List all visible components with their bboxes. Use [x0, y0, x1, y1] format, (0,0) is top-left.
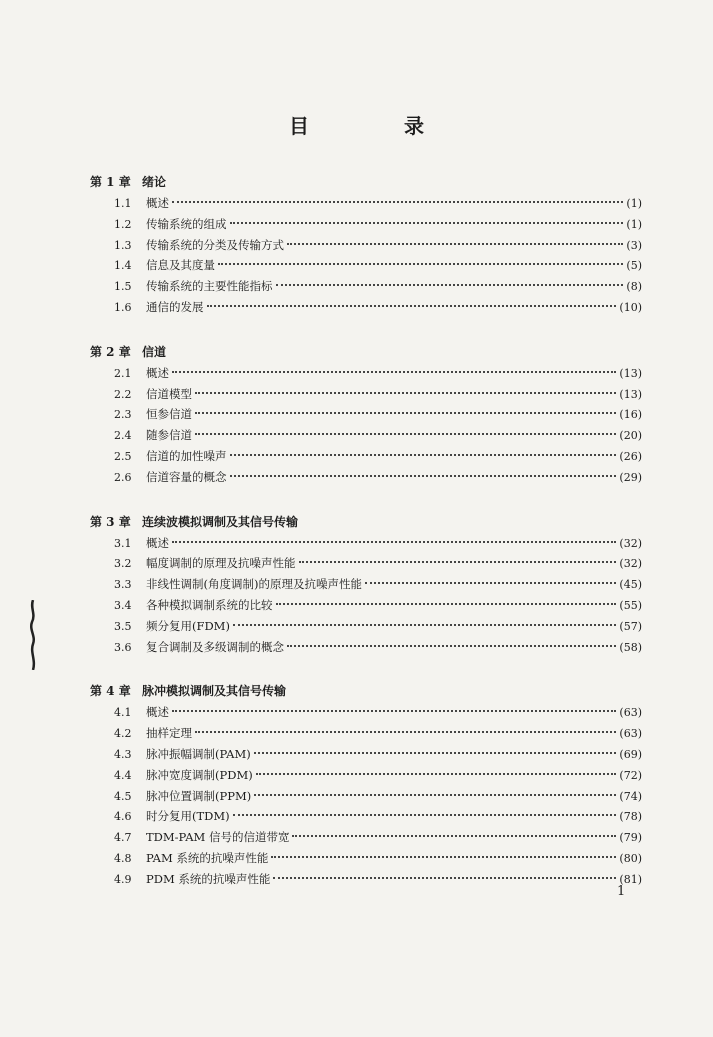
section-page-number: (29) [619, 470, 642, 484]
section-title: 抽样定理 [146, 726, 192, 741]
chapter-section [90, 172, 642, 318]
section-page-number: (63) [619, 727, 642, 741]
section-title: 通信的发展 [146, 299, 204, 314]
section-title: 传输系统的组成 [146, 216, 227, 231]
section-number: 4.4 [114, 768, 132, 782]
dot-leader [218, 263, 623, 265]
section-title: 各种模拟调制系统的比较 [146, 597, 273, 612]
toc-entry[interactable] [90, 595, 642, 616]
section-page-number: (45) [619, 578, 642, 592]
section-title: 脉冲宽度调制(PDM) [146, 767, 253, 782]
section-page-number: (58) [619, 640, 642, 654]
chapter-title: 绪论 [142, 175, 167, 189]
section-page-number: (69) [619, 747, 642, 761]
toc-entry[interactable] [90, 744, 642, 765]
chapter-number: 第 3 章 [90, 514, 131, 529]
toc-entry[interactable] [90, 193, 642, 214]
toc-entry[interactable] [90, 446, 642, 467]
section-title: 概述 [146, 535, 169, 550]
toc-entry[interactable] [90, 637, 642, 658]
dot-leader [271, 856, 616, 858]
section-page-number: (74) [619, 789, 642, 803]
chapter-heading[interactable] [90, 681, 642, 701]
toc-entry[interactable] [90, 765, 642, 786]
section-page-number: (20) [619, 429, 642, 443]
section-page-number: (55) [619, 598, 642, 612]
dot-leader [195, 412, 616, 414]
dot-leader [299, 561, 617, 563]
chapter-heading[interactable] [90, 342, 642, 362]
section-number: 4.8 [114, 851, 132, 865]
dot-leader [287, 243, 623, 245]
toc-entry[interactable] [90, 235, 642, 256]
chapter-title: 连续波模拟调制及其信号传输 [142, 514, 299, 529]
toc-entry[interactable] [90, 214, 642, 235]
section-number: 3.2 [114, 557, 132, 571]
section-page-number: (3) [626, 238, 642, 252]
dot-leader [254, 794, 616, 796]
dot-leader [287, 645, 616, 647]
section-title: 脉冲振幅调制(PAM) [146, 746, 251, 761]
toc-entry[interactable] [90, 827, 642, 848]
dot-leader [276, 284, 624, 286]
section-number: 3.1 [114, 536, 132, 550]
dot-leader [230, 222, 624, 224]
section-number: 1.2 [114, 217, 132, 231]
toc-entry[interactable] [90, 848, 642, 869]
section-number: 1.6 [114, 300, 132, 314]
chapter-section [90, 512, 642, 658]
chapter-section [90, 342, 642, 488]
section-page-number: (63) [619, 706, 642, 720]
toc-entry[interactable] [90, 255, 642, 276]
chapter-number: 第 1 章 [90, 175, 131, 189]
toc-entry[interactable] [90, 723, 642, 744]
section-number: 4.6 [114, 810, 132, 824]
section-title: 复合调制及多级调制的概念 [146, 639, 284, 654]
dot-leader [276, 603, 617, 605]
chapter-title: 信道 [142, 344, 167, 359]
section-title: 信道容量的概念 [146, 469, 227, 484]
dot-leader [292, 835, 616, 837]
section-title: 幅度调制的原理及抗噪声性能 [146, 556, 296, 571]
section-title: 频分复用(FDM) [146, 618, 230, 633]
chapter-title: 脉冲模拟调制及其信号传输 [142, 684, 287, 699]
section-number: 2.5 [114, 449, 132, 463]
section-number: 1.3 [114, 238, 132, 252]
toc-entry[interactable] [90, 786, 642, 807]
toc-entry[interactable] [90, 702, 642, 723]
section-page-number: (16) [619, 408, 642, 422]
dot-leader [233, 814, 617, 816]
toc-entry[interactable] [90, 553, 642, 574]
section-page-number: (1) [626, 197, 642, 210]
section-number: 3.5 [114, 619, 132, 633]
toc-entry[interactable] [90, 404, 642, 425]
toc-entry[interactable] [90, 533, 642, 554]
chapter-section [90, 681, 642, 889]
dot-leader [172, 371, 616, 373]
toc-entry[interactable] [90, 425, 642, 446]
section-number: 2.4 [114, 429, 132, 443]
dot-leader [230, 475, 617, 477]
section-page-number: (72) [619, 768, 642, 782]
dot-leader [195, 392, 616, 394]
toc-entry[interactable] [90, 384, 642, 405]
section-page-number: (13) [619, 366, 642, 380]
section-page-number: (13) [619, 387, 642, 401]
dot-leader [230, 454, 617, 456]
section-number: 2.1 [114, 366, 132, 380]
section-number: 4.2 [114, 727, 132, 741]
section-page-number: (1) [626, 217, 642, 231]
dot-leader [172, 201, 623, 203]
section-number: 3.3 [114, 578, 132, 592]
table-of-contents [90, 172, 642, 914]
section-number: 1.4 [114, 259, 132, 273]
section-title: PDM 系统的抗噪声性能 [146, 871, 271, 886]
page-title: 目 录 [289, 114, 468, 138]
section-page-number: (32) [619, 557, 642, 571]
dot-leader [195, 731, 616, 733]
toc-entry[interactable] [90, 574, 642, 595]
section-title: 时分复用(TDM) [146, 809, 230, 824]
section-title: 概述 [146, 196, 169, 210]
section-number: 2.2 [114, 387, 132, 401]
toc-entry[interactable] [90, 467, 642, 488]
section-page-number: (32) [619, 536, 642, 550]
chapter-number: 第 2 章 [90, 344, 131, 359]
section-title: PAM 系统的抗噪声性能 [146, 850, 269, 865]
section-page-number: (78) [619, 810, 642, 824]
section-number: 1.5 [114, 280, 132, 294]
section-number: 4.7 [114, 831, 132, 845]
section-title: 传输系统的分类及传输方式 [146, 237, 284, 252]
section-number: 2.3 [114, 408, 132, 422]
section-page-number: (80) [619, 851, 642, 865]
toc-entry[interactable] [90, 297, 642, 318]
section-title: 信息及其度量 [146, 258, 215, 273]
section-title: 非线性调制(角度调制)的原理及抗噪声性能 [146, 577, 362, 592]
toc-entry[interactable] [90, 806, 642, 827]
section-number: 4.1 [114, 706, 132, 720]
section-number: 2.6 [114, 470, 132, 484]
section-page-number: (81) [619, 872, 642, 886]
section-number: 3.4 [114, 598, 132, 612]
section-number: 4.9 [114, 872, 132, 886]
section-page-number: (5) [626, 259, 642, 273]
dot-leader [365, 582, 616, 584]
dot-leader [195, 433, 616, 435]
section-title: 随参信道 [146, 428, 192, 443]
section-page-number: (10) [619, 300, 642, 314]
section-title: TDM-PAM 信号的信道带宽 [146, 830, 290, 845]
dot-leader [172, 710, 616, 712]
toc-entry[interactable] [90, 363, 642, 384]
section-title: 恒参信道 [146, 407, 192, 422]
section-number: 4.3 [114, 747, 132, 761]
chapter-number: 第 4 章 [90, 684, 131, 699]
toc-entry[interactable] [90, 276, 642, 297]
binding-mark [28, 600, 38, 670]
section-title: 信道的加性噪声 [146, 448, 227, 463]
section-title: 概述 [146, 705, 169, 720]
toc-entry[interactable] [90, 869, 642, 890]
dot-leader [207, 305, 617, 307]
section-page-number: (79) [619, 831, 642, 845]
dot-leader [172, 541, 616, 543]
section-page-number: (57) [619, 619, 642, 633]
toc-entry[interactable] [90, 616, 642, 637]
dot-leader [256, 773, 617, 775]
section-number: 1.1 [114, 197, 132, 210]
section-page-number: (8) [626, 280, 642, 294]
dot-leader [233, 624, 616, 626]
chapter-heading[interactable] [90, 512, 642, 532]
chapter-heading[interactable] [90, 172, 642, 192]
page-number: 1 [617, 884, 626, 899]
section-number: 3.6 [114, 640, 132, 654]
dot-leader [254, 752, 617, 754]
section-number: 4.5 [114, 789, 132, 803]
section-title: 脉冲位置调制(PPM) [146, 788, 252, 803]
section-title: 传输系统的主要性能指标 [146, 279, 273, 294]
section-title: 概述 [146, 365, 169, 380]
section-title: 信道模型 [146, 386, 192, 401]
section-page-number: (26) [619, 449, 642, 463]
dot-leader [273, 877, 616, 879]
